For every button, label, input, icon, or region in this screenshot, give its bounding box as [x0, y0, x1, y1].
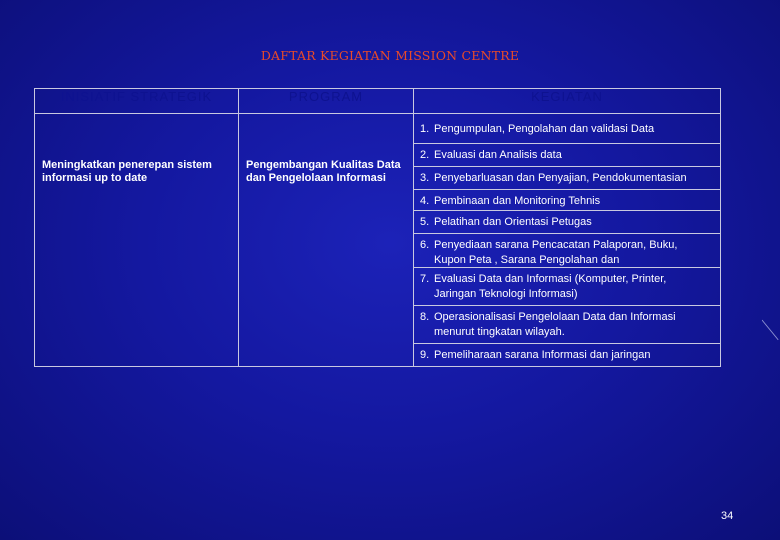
kegiatan-text-continued: Kupon Peta , Sarana Pengolahan dan: [434, 254, 620, 266]
kegiatan-text: Evaluasi dan Analisis data: [434, 149, 562, 161]
header-inisiatif: INISIATIF STRATEGIK: [35, 89, 239, 114]
inisiatif-text: Meningkatkan penerepan sistem informasi up to date: [42, 159, 212, 184]
activity-table: [34, 88, 721, 367]
kegiatan-item: [414, 144, 720, 167]
kegiatan-item: [414, 268, 720, 306]
kegiatan-text: Operasionalisasi Pengelolaan Data dan Informasi: [434, 311, 676, 323]
kegiatan-text-continued: menurut tingkatan wilayah.: [434, 326, 565, 338]
kegiatan-number: 1.: [420, 123, 430, 135]
kegiatan-number: 9.: [420, 349, 430, 361]
page-title: DAFTAR KEGIATAN MISSION CENTRE: [260, 48, 520, 63]
kegiatan-text: Penyediaan sarana Pencacatan Palaporan, Buku,: [434, 239, 678, 251]
kegiatan-list: [414, 114, 720, 366]
kegiatan-number: 3.: [420, 172, 430, 184]
kegiatan-item: [414, 167, 720, 190]
kegiatan-text: Pembinaan dan Monitoring Tehnis: [434, 195, 601, 207]
header-program: PROGRAM: [239, 89, 414, 114]
kegiatan-text-continued: Jaringan Teknologi Informasi): [434, 288, 578, 300]
kegiatan-number: 2.: [420, 149, 430, 161]
kegiatan-text: Pemeliharaan sarana Informasi dan jaringan: [434, 349, 651, 361]
kegiatan-item: [414, 211, 720, 234]
decorative-line: [762, 318, 780, 358]
kegiatan-number: 6.: [420, 239, 430, 251]
inisiatif-cell: [35, 114, 239, 367]
program-cell: [239, 114, 414, 367]
program-text: Pengembangan Kualitas Data dan Pengelolaan Informasi: [246, 159, 401, 184]
kegiatan-number: 4.: [420, 195, 430, 207]
kegiatan-text: Evaluasi Data dan Informasi (Komputer, Printer,: [434, 273, 667, 285]
kegiatan-item: [414, 234, 720, 268]
body-row: [35, 114, 721, 367]
kegiatan-item: [414, 306, 720, 344]
kegiatan-text: Penyebarluasan dan Penyajian, Pendokumentasian: [434, 172, 687, 184]
header-kegiatan: KEGIATAN: [414, 89, 721, 114]
kegiatan-number: 7.: [420, 273, 430, 285]
header-row: [35, 89, 721, 114]
page-number: 34: [721, 510, 734, 522]
kegiatan-number: 5.: [420, 216, 430, 228]
kegiatan-number: 8.: [420, 311, 430, 323]
kegiatan-item: [414, 344, 720, 366]
kegiatan-cell: [414, 114, 721, 367]
kegiatan-text: Pelatihan dan Orientasi Petugas: [434, 216, 592, 228]
kegiatan-text: Pengumpulan, Pengolahan dan validasi Data: [434, 123, 655, 135]
kegiatan-item: [414, 190, 720, 211]
kegiatan-item: [414, 114, 720, 144]
